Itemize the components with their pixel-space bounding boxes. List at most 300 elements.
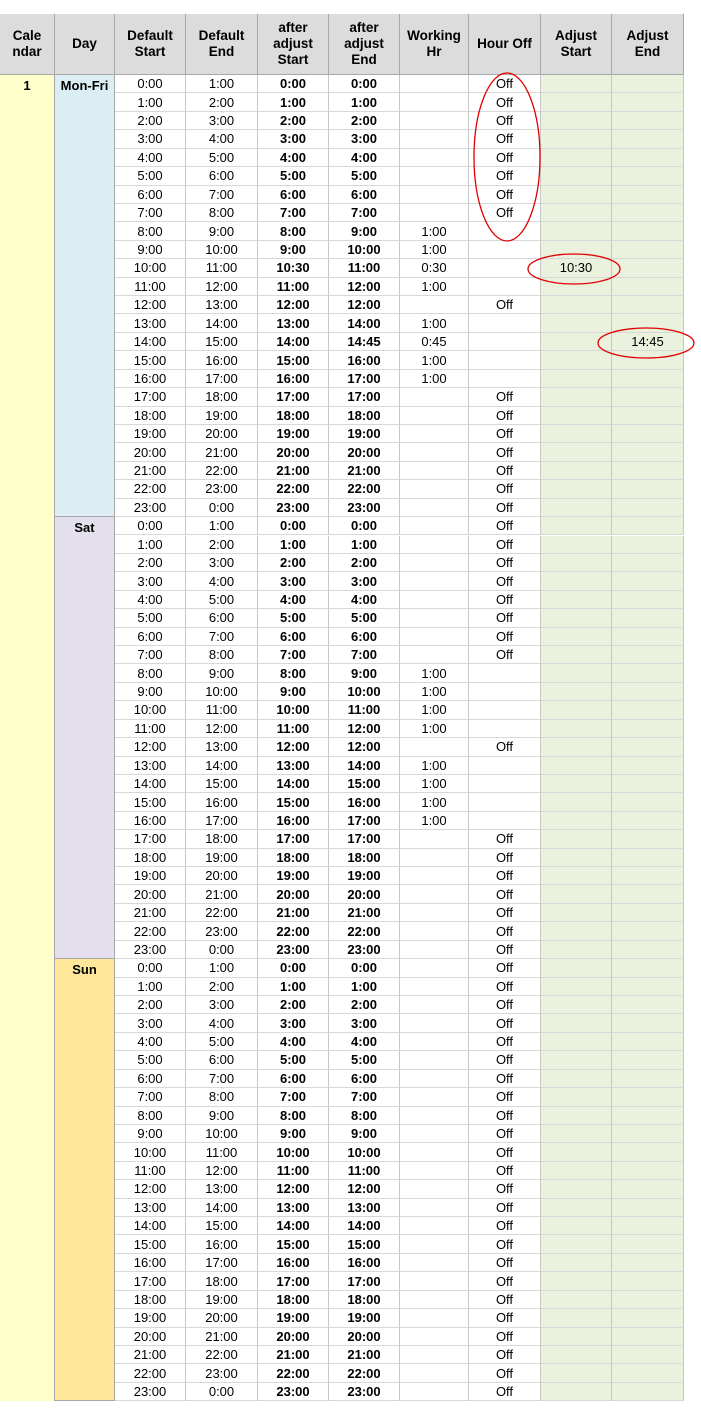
adjust-start-cell bbox=[541, 1328, 612, 1346]
adjust-start-cell bbox=[541, 1107, 612, 1125]
after-start-cell: 10:00 bbox=[258, 1143, 329, 1161]
after-end-cell: 2:00 bbox=[329, 554, 400, 572]
adjust-end-cell bbox=[612, 1364, 684, 1382]
working-hr-cell bbox=[400, 499, 469, 517]
hour-off-cell: Off bbox=[469, 1217, 541, 1235]
after-end-cell: 15:00 bbox=[329, 775, 400, 793]
adjust-end-cell bbox=[612, 683, 684, 701]
hour-off-cell: Off bbox=[469, 93, 541, 111]
hour-off-cell bbox=[469, 351, 541, 369]
adjust-end-cell bbox=[612, 1328, 684, 1346]
working-hr-cell bbox=[400, 536, 469, 554]
adjust-end-cell bbox=[612, 370, 684, 388]
after-start-cell: 18:00 bbox=[258, 407, 329, 425]
hour-off-cell: Off bbox=[469, 186, 541, 204]
adjust-end-cell bbox=[612, 1070, 684, 1088]
after-start-cell: 22:00 bbox=[258, 922, 329, 940]
after-start-cell: 19:00 bbox=[258, 425, 329, 443]
working-hr-cell bbox=[400, 904, 469, 922]
adjust-end-cell bbox=[612, 1383, 684, 1401]
hour-off-cell: Off bbox=[469, 1033, 541, 1051]
adjust-start-cell bbox=[541, 370, 612, 388]
after-start-cell: 23:00 bbox=[258, 499, 329, 517]
adjust-end-cell bbox=[612, 1180, 684, 1198]
def-end-cell: 10:00 bbox=[186, 683, 258, 701]
after-end-cell: 9:00 bbox=[329, 664, 400, 682]
hour-off-cell: Off bbox=[469, 1235, 541, 1253]
adjust-start-cell bbox=[541, 1051, 612, 1069]
adjust-end-cell bbox=[612, 186, 684, 204]
after-start-cell: 2:00 bbox=[258, 554, 329, 572]
working-hr-cell bbox=[400, 867, 469, 885]
after-start-cell: 13:00 bbox=[258, 757, 329, 775]
adjust-start-cell bbox=[541, 572, 612, 590]
def-end-cell: 14:00 bbox=[186, 314, 258, 332]
working-hr-cell bbox=[400, 167, 469, 185]
working-hr-cell bbox=[400, 296, 469, 314]
def-end-cell: 1:00 bbox=[186, 959, 258, 977]
adjust-end-cell bbox=[612, 1162, 684, 1180]
after-start-cell: 18:00 bbox=[258, 1291, 329, 1309]
def-end-cell: 9:00 bbox=[186, 664, 258, 682]
after-end-cell: 2:00 bbox=[329, 996, 400, 1014]
def-start-cell: 4:00 bbox=[115, 591, 186, 609]
def-start-cell: 23:00 bbox=[115, 1383, 186, 1401]
def-start-cell: 14:00 bbox=[115, 1217, 186, 1235]
adjust-start-cell bbox=[541, 1014, 612, 1032]
def-start-cell: 4:00 bbox=[115, 1033, 186, 1051]
working-hr-cell bbox=[400, 646, 469, 664]
def-end-cell: 15:00 bbox=[186, 333, 258, 351]
def-end-cell: 14:00 bbox=[186, 757, 258, 775]
def-start-cell: 20:00 bbox=[115, 885, 186, 903]
adjust-start-cell bbox=[541, 204, 612, 222]
after-start-cell: 12:00 bbox=[258, 738, 329, 756]
def-end-cell: 1:00 bbox=[186, 517, 258, 535]
after-end-cell: 20:00 bbox=[329, 1328, 400, 1346]
hour-off-cell: Off bbox=[469, 462, 541, 480]
after-start-cell: 0:00 bbox=[258, 517, 329, 535]
working-hr-cell bbox=[400, 1180, 469, 1198]
hour-off-cell: Off bbox=[469, 849, 541, 867]
def-end-cell: 10:00 bbox=[186, 241, 258, 259]
adjust-start-cell bbox=[541, 499, 612, 517]
adjust-start-cell bbox=[541, 296, 612, 314]
hour-off-cell: Off bbox=[469, 646, 541, 664]
working-hr-cell bbox=[400, 591, 469, 609]
def-start-cell: 10:00 bbox=[115, 701, 186, 719]
hour-off-cell: Off bbox=[469, 1143, 541, 1161]
def-start-cell: 19:00 bbox=[115, 867, 186, 885]
adjust-end-cell bbox=[612, 1125, 684, 1143]
adjust-start-cell bbox=[541, 1199, 612, 1217]
def-start-cell: 7:00 bbox=[115, 1088, 186, 1106]
def-start-cell: 7:00 bbox=[115, 646, 186, 664]
def-start-cell: 16:00 bbox=[115, 812, 186, 830]
hour-off-cell bbox=[469, 757, 541, 775]
after-start-cell: 13:00 bbox=[258, 1199, 329, 1217]
after-start-cell: 5:00 bbox=[258, 167, 329, 185]
after-end-cell: 16:00 bbox=[329, 1254, 400, 1272]
adjust-end-cell bbox=[612, 609, 684, 627]
after-end-cell: 18:00 bbox=[329, 1291, 400, 1309]
after-end-cell: 16:00 bbox=[329, 793, 400, 811]
hour-off-cell: Off bbox=[469, 1088, 541, 1106]
adjust-start-cell bbox=[541, 222, 612, 240]
def-end-cell: 18:00 bbox=[186, 830, 258, 848]
def-start-cell: 18:00 bbox=[115, 1291, 186, 1309]
adjust-end-cell bbox=[612, 978, 684, 996]
day-sun: Sun bbox=[55, 959, 115, 1401]
header-day: Day bbox=[55, 14, 115, 75]
after-start-cell: 8:00 bbox=[258, 222, 329, 240]
adjust-end-cell bbox=[612, 996, 684, 1014]
adjust-end-cell bbox=[612, 259, 684, 277]
def-end-cell: 21:00 bbox=[186, 1328, 258, 1346]
def-start-cell: 6:00 bbox=[115, 186, 186, 204]
hour-off-cell: Off bbox=[469, 904, 541, 922]
def-start-cell: 6:00 bbox=[115, 1070, 186, 1088]
after-end-cell: 4:00 bbox=[329, 591, 400, 609]
after-start-cell: 20:00 bbox=[258, 1328, 329, 1346]
adjust-end-cell bbox=[612, 407, 684, 425]
after-end-cell: 0:00 bbox=[329, 959, 400, 977]
after-end-cell: 23:00 bbox=[329, 1383, 400, 1401]
header-hour-off: Hour Off bbox=[469, 14, 541, 75]
def-end-cell: 9:00 bbox=[186, 1107, 258, 1125]
hour-off-cell: Off bbox=[469, 425, 541, 443]
working-hr-cell bbox=[400, 480, 469, 498]
after-start-cell: 22:00 bbox=[258, 480, 329, 498]
working-hr-cell: 1:00 bbox=[400, 757, 469, 775]
working-hr-cell bbox=[400, 407, 469, 425]
after-start-cell: 20:00 bbox=[258, 443, 329, 461]
after-start-cell: 10:00 bbox=[258, 701, 329, 719]
hour-off-cell: Off bbox=[469, 1107, 541, 1125]
adjust-end-cell bbox=[612, 664, 684, 682]
def-start-cell: 8:00 bbox=[115, 1107, 186, 1125]
adjust-start-cell bbox=[541, 1143, 612, 1161]
after-end-cell: 11:00 bbox=[329, 259, 400, 277]
adjust-start-cell bbox=[541, 443, 612, 461]
working-hr-cell bbox=[400, 93, 469, 111]
adjust-end-cell bbox=[612, 130, 684, 148]
hour-off-cell bbox=[469, 278, 541, 296]
working-hr-cell bbox=[400, 1235, 469, 1253]
after-end-cell: 6:00 bbox=[329, 186, 400, 204]
adjust-end-cell bbox=[612, 1014, 684, 1032]
adjust-start-cell bbox=[541, 241, 612, 259]
adjust-end-cell bbox=[612, 112, 684, 130]
after-start-cell: 1:00 bbox=[258, 978, 329, 996]
hour-off-cell: Off bbox=[469, 978, 541, 996]
adjust-start-cell bbox=[541, 683, 612, 701]
adjust-end-cell bbox=[612, 351, 684, 369]
adjust-start-cell bbox=[541, 646, 612, 664]
after-end-cell: 3:00 bbox=[329, 572, 400, 590]
hour-off-cell: Off bbox=[469, 1014, 541, 1032]
after-end-cell: 19:00 bbox=[329, 1309, 400, 1327]
def-start-cell: 12:00 bbox=[115, 1180, 186, 1198]
after-end-cell: 17:00 bbox=[329, 812, 400, 830]
after-end-cell: 2:00 bbox=[329, 112, 400, 130]
def-end-cell: 17:00 bbox=[186, 1254, 258, 1272]
def-start-cell: 22:00 bbox=[115, 922, 186, 940]
hour-off-cell: Off bbox=[469, 75, 541, 93]
working-hr-cell bbox=[400, 204, 469, 222]
working-hr-cell bbox=[400, 1328, 469, 1346]
after-start-cell: 22:00 bbox=[258, 1364, 329, 1382]
working-hr-cell: 0:45 bbox=[400, 333, 469, 351]
after-start-cell: 3:00 bbox=[258, 572, 329, 590]
def-start-cell: 3:00 bbox=[115, 572, 186, 590]
adjust-start-cell bbox=[541, 1309, 612, 1327]
after-end-cell: 18:00 bbox=[329, 849, 400, 867]
hour-off-cell: Off bbox=[469, 885, 541, 903]
adjust-end-cell bbox=[612, 1309, 684, 1327]
def-end-cell: 2:00 bbox=[186, 978, 258, 996]
def-end-cell: 5:00 bbox=[186, 1033, 258, 1051]
adjust-start-cell bbox=[541, 1235, 612, 1253]
working-hr-cell bbox=[400, 830, 469, 848]
adjust-start-cell bbox=[541, 1383, 612, 1401]
hour-off-cell: Off bbox=[469, 1254, 541, 1272]
hour-off-cell: Off bbox=[469, 1328, 541, 1346]
header-after-start: after adjust Start bbox=[258, 14, 329, 75]
def-start-cell: 6:00 bbox=[115, 628, 186, 646]
hour-off-cell: Off bbox=[469, 628, 541, 646]
day-monfri: Mon-Fri bbox=[55, 75, 115, 517]
def-end-cell: 17:00 bbox=[186, 370, 258, 388]
after-end-cell: 12:00 bbox=[329, 278, 400, 296]
working-hr-cell bbox=[400, 1291, 469, 1309]
adjust-end-cell bbox=[612, 222, 684, 240]
adjust-start-cell bbox=[541, 775, 612, 793]
adjust-start-cell bbox=[541, 93, 612, 111]
hour-off-cell bbox=[469, 701, 541, 719]
hour-off-cell: Off bbox=[469, 130, 541, 148]
hour-off-cell bbox=[469, 314, 541, 332]
after-start-cell: 6:00 bbox=[258, 628, 329, 646]
adjust-end-cell: 14:45 bbox=[612, 333, 684, 351]
hour-off-cell: Off bbox=[469, 112, 541, 130]
working-hr-cell bbox=[400, 517, 469, 535]
def-start-cell: 15:00 bbox=[115, 351, 186, 369]
adjust-start-cell bbox=[541, 1070, 612, 1088]
working-hr-cell bbox=[400, 75, 469, 93]
adjust-start-cell bbox=[541, 388, 612, 406]
hour-off-cell: Off bbox=[469, 830, 541, 848]
adjust-end-cell bbox=[612, 959, 684, 977]
def-end-cell: 3:00 bbox=[186, 996, 258, 1014]
working-hr-cell: 1:00 bbox=[400, 793, 469, 811]
adjust-start-cell bbox=[541, 480, 612, 498]
hour-off-cell: Off bbox=[469, 922, 541, 940]
day-sat: Sat bbox=[55, 517, 115, 959]
def-start-cell: 19:00 bbox=[115, 1309, 186, 1327]
def-end-cell: 11:00 bbox=[186, 259, 258, 277]
def-start-cell: 3:00 bbox=[115, 1014, 186, 1032]
hour-off-cell: Off bbox=[469, 1383, 541, 1401]
after-end-cell: 5:00 bbox=[329, 167, 400, 185]
adjust-start-cell bbox=[541, 1125, 612, 1143]
working-hr-cell: 1:00 bbox=[400, 222, 469, 240]
def-end-cell: 12:00 bbox=[186, 1162, 258, 1180]
def-end-cell: 14:00 bbox=[186, 1199, 258, 1217]
def-end-cell: 4:00 bbox=[186, 130, 258, 148]
after-end-cell: 19:00 bbox=[329, 425, 400, 443]
header-cal: Cale ndar bbox=[0, 14, 55, 75]
adjust-start-cell bbox=[541, 425, 612, 443]
adjust-end-cell bbox=[612, 75, 684, 93]
working-hr-cell: 1:00 bbox=[400, 664, 469, 682]
adjust-start-cell bbox=[541, 757, 612, 775]
def-end-cell: 23:00 bbox=[186, 922, 258, 940]
def-start-cell: 11:00 bbox=[115, 720, 186, 738]
working-hr-cell bbox=[400, 1383, 469, 1401]
working-hr-cell bbox=[400, 1143, 469, 1161]
def-end-cell: 15:00 bbox=[186, 1217, 258, 1235]
def-end-cell: 23:00 bbox=[186, 480, 258, 498]
working-hr-cell bbox=[400, 959, 469, 977]
adjust-start-cell bbox=[541, 1033, 612, 1051]
hour-off-cell: Off bbox=[469, 996, 541, 1014]
after-start-cell: 8:00 bbox=[258, 1107, 329, 1125]
adjust-end-cell bbox=[612, 849, 684, 867]
def-end-cell: 5:00 bbox=[186, 591, 258, 609]
adjust-start-cell bbox=[541, 1272, 612, 1290]
def-start-cell: 0:00 bbox=[115, 75, 186, 93]
hour-off-cell: Off bbox=[469, 499, 541, 517]
after-start-cell: 16:00 bbox=[258, 370, 329, 388]
adjust-end-cell bbox=[612, 536, 684, 554]
after-end-cell: 14:00 bbox=[329, 757, 400, 775]
adjust-start-cell bbox=[541, 591, 612, 609]
hour-off-cell: Off bbox=[469, 1291, 541, 1309]
adjust-start-cell: 10:30 bbox=[541, 259, 612, 277]
working-hr-cell bbox=[400, 1014, 469, 1032]
def-start-cell: 8:00 bbox=[115, 664, 186, 682]
def-start-cell: 2:00 bbox=[115, 112, 186, 130]
adjust-end-cell bbox=[612, 462, 684, 480]
adjust-start-cell bbox=[541, 830, 612, 848]
adjust-start-cell bbox=[541, 314, 612, 332]
after-end-cell: 3:00 bbox=[329, 1014, 400, 1032]
adjust-end-cell bbox=[612, 591, 684, 609]
def-start-cell: 13:00 bbox=[115, 757, 186, 775]
after-end-cell: 1:00 bbox=[329, 978, 400, 996]
after-end-cell: 20:00 bbox=[329, 443, 400, 461]
def-end-cell: 15:00 bbox=[186, 775, 258, 793]
after-start-cell: 21:00 bbox=[258, 904, 329, 922]
def-end-cell: 7:00 bbox=[186, 1070, 258, 1088]
adjust-end-cell bbox=[612, 720, 684, 738]
adjust-end-cell bbox=[612, 1291, 684, 1309]
after-start-cell: 11:00 bbox=[258, 278, 329, 296]
working-hr-cell: 1:00 bbox=[400, 351, 469, 369]
adjust-start-cell bbox=[541, 609, 612, 627]
adjust-start-cell bbox=[541, 462, 612, 480]
def-end-cell: 2:00 bbox=[186, 536, 258, 554]
after-start-cell: 5:00 bbox=[258, 609, 329, 627]
working-hr-cell: 1:00 bbox=[400, 720, 469, 738]
def-start-cell: 22:00 bbox=[115, 480, 186, 498]
adjust-start-cell bbox=[541, 959, 612, 977]
def-start-cell: 13:00 bbox=[115, 314, 186, 332]
def-start-cell: 23:00 bbox=[115, 499, 186, 517]
def-end-cell: 19:00 bbox=[186, 849, 258, 867]
after-end-cell: 14:45 bbox=[329, 333, 400, 351]
working-hr-cell bbox=[400, 554, 469, 572]
adjust-start-cell bbox=[541, 664, 612, 682]
def-start-cell: 5:00 bbox=[115, 609, 186, 627]
def-start-cell: 13:00 bbox=[115, 1199, 186, 1217]
after-start-cell: 4:00 bbox=[258, 149, 329, 167]
after-start-cell: 11:00 bbox=[258, 1162, 329, 1180]
adjust-start-cell bbox=[541, 812, 612, 830]
adjust-start-cell bbox=[541, 701, 612, 719]
after-end-cell: 11:00 bbox=[329, 701, 400, 719]
working-hr-cell bbox=[400, 425, 469, 443]
after-end-cell: 7:00 bbox=[329, 646, 400, 664]
after-end-cell: 18:00 bbox=[329, 407, 400, 425]
working-hr-cell bbox=[400, 462, 469, 480]
after-end-cell: 9:00 bbox=[329, 1125, 400, 1143]
adjust-start-cell bbox=[541, 149, 612, 167]
def-start-cell: 23:00 bbox=[115, 941, 186, 959]
adjust-start-cell bbox=[541, 941, 612, 959]
adjust-end-cell bbox=[612, 1107, 684, 1125]
hour-off-cell: Off bbox=[469, 959, 541, 977]
after-end-cell: 12:00 bbox=[329, 1180, 400, 1198]
header-adj-start: Adjust Start bbox=[541, 14, 612, 75]
adjust-end-cell bbox=[612, 1217, 684, 1235]
def-start-cell: 1:00 bbox=[115, 93, 186, 111]
adjust-end-cell bbox=[612, 1199, 684, 1217]
calendar-number: 1 bbox=[0, 75, 55, 1401]
adjust-start-cell bbox=[541, 1364, 612, 1382]
working-hr-cell bbox=[400, 572, 469, 590]
def-start-cell: 2:00 bbox=[115, 996, 186, 1014]
hour-off-cell: Off bbox=[469, 443, 541, 461]
adjust-end-cell bbox=[612, 1088, 684, 1106]
after-end-cell: 20:00 bbox=[329, 885, 400, 903]
def-end-cell: 19:00 bbox=[186, 407, 258, 425]
after-start-cell: 7:00 bbox=[258, 204, 329, 222]
header-def-end: Default End bbox=[186, 14, 258, 75]
def-start-cell: 20:00 bbox=[115, 1328, 186, 1346]
def-end-cell: 8:00 bbox=[186, 646, 258, 664]
header-working: Working Hr bbox=[400, 14, 469, 75]
def-start-cell: 17:00 bbox=[115, 388, 186, 406]
working-hr-cell bbox=[400, 149, 469, 167]
adjust-start-cell bbox=[541, 112, 612, 130]
after-start-cell: 15:00 bbox=[258, 1235, 329, 1253]
working-hr-cell bbox=[400, 1125, 469, 1143]
hour-off-cell bbox=[469, 241, 541, 259]
def-start-cell: 18:00 bbox=[115, 849, 186, 867]
adjust-end-cell bbox=[612, 1235, 684, 1253]
working-hr-cell bbox=[400, 978, 469, 996]
def-end-cell: 22:00 bbox=[186, 904, 258, 922]
working-hr-cell bbox=[400, 609, 469, 627]
after-end-cell: 21:00 bbox=[329, 904, 400, 922]
hour-off-cell: Off bbox=[469, 1125, 541, 1143]
working-hr-cell bbox=[400, 1051, 469, 1069]
adjust-end-cell bbox=[612, 1051, 684, 1069]
after-start-cell: 17:00 bbox=[258, 388, 329, 406]
hour-off-cell bbox=[469, 683, 541, 701]
